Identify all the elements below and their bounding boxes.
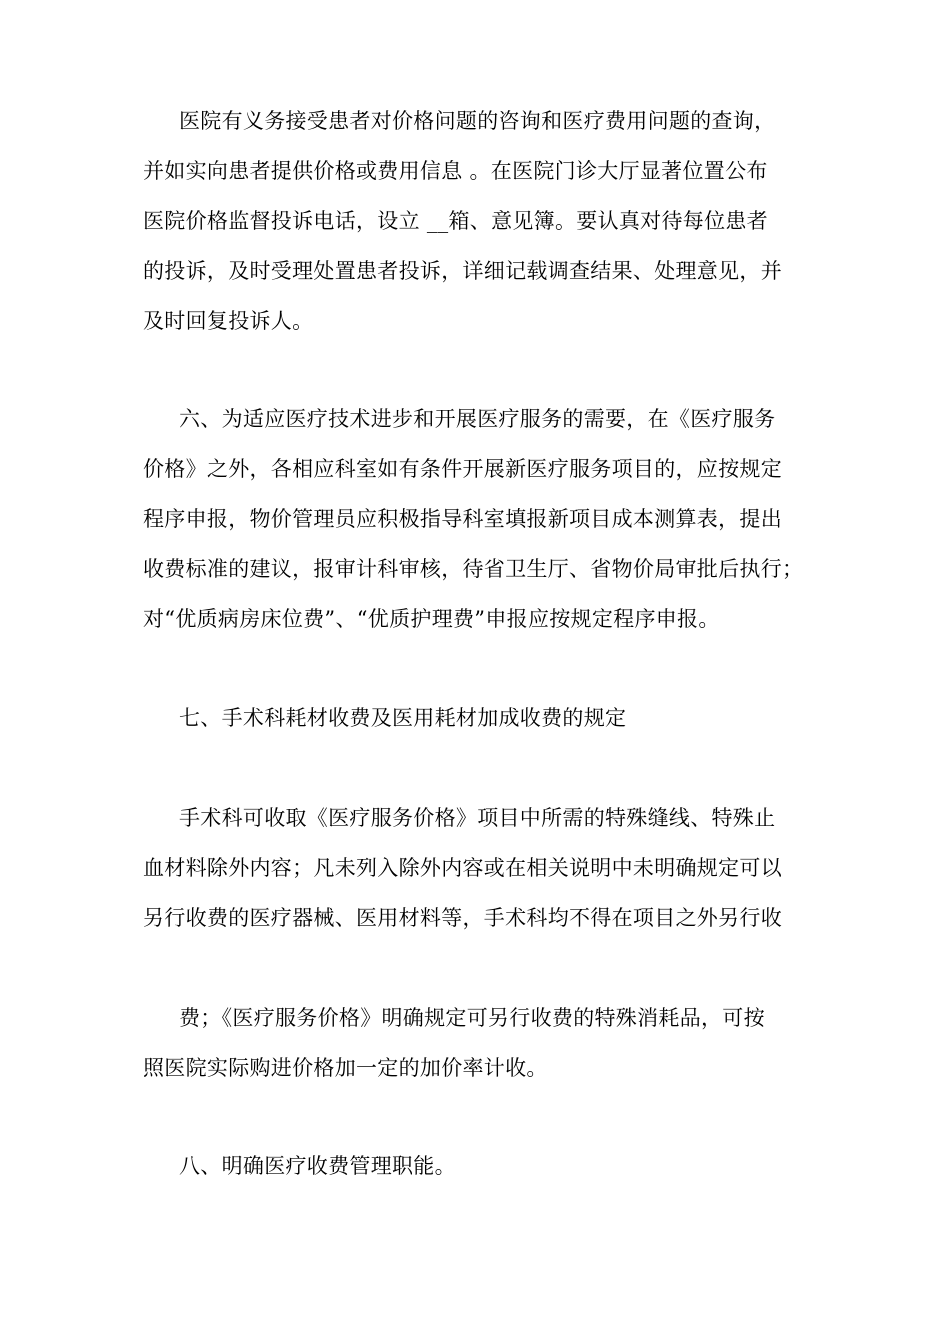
text-line: 对“优质病房床位费”、“优质护理费”申报应按规定程序申报。 — [143, 607, 720, 631]
text-line: 六、为适应医疗技术进步和开展医疗服务的需要，在《医疗服务 — [179, 407, 776, 431]
text-line: 收费标准的建议，报审计科审核，待省卫生厅、省物价局审批后执行； — [143, 557, 804, 581]
text-line: 及时回复投诉人。 — [143, 309, 314, 333]
text-line: 手术科可收取《医疗服务价格》项目中所需的特殊缝线、特殊止 — [179, 806, 776, 830]
text-line: 的投诉，及时受理处置患者投诉，详细记载调查结果、处理意见，并 — [143, 259, 782, 283]
text-line: 并如实向患者提供价格或费用信息 。在医院门诊大厅显著位置公布 — [143, 159, 768, 183]
text-line: 八、明确医疗收费管理职能。 — [179, 1154, 456, 1178]
paragraph-surgical-supplies — [143, 793, 823, 943]
paragraph-section-six — [143, 394, 823, 644]
text-line: 照医院实际购进价格加一定的加价率计收。 — [143, 1056, 548, 1080]
text-line: 程序申报，物价管理员应积极指导科室填报新项目成本测算表，提出 — [143, 507, 782, 531]
text-line: 七、手术科耗材收费及医用耗材加成收费的规定 — [179, 706, 627, 730]
paragraph-price-inquiry — [143, 96, 823, 346]
text-line: 费；《医疗服务价格》明确规定可另行收费的特殊消耗品，可按 — [179, 1006, 765, 1030]
text-line: 医院有义务接受患者对价格问题的咨询和医疗费用问题的查询， — [179, 109, 776, 133]
text-line: 价格》之外，各相应科室如有条件开展新医疗服务项目的，应按规定 — [143, 457, 782, 481]
paragraph-special-consumables — [143, 993, 823, 1093]
text-line: 另行收费的医疗器械、医用材料等，手术科均不得在项目之外另行收 — [143, 906, 782, 930]
section-heading-eight — [143, 1141, 823, 1191]
section-heading-seven — [143, 693, 823, 743]
text-line: 医院价格监督投诉电话，设立 __箱、意见簿。要认真对待每位患者 — [143, 209, 768, 233]
text-line: 血材料除外内容；凡未列入除外内容或在相关说明中未明确规定可以 — [143, 856, 782, 880]
